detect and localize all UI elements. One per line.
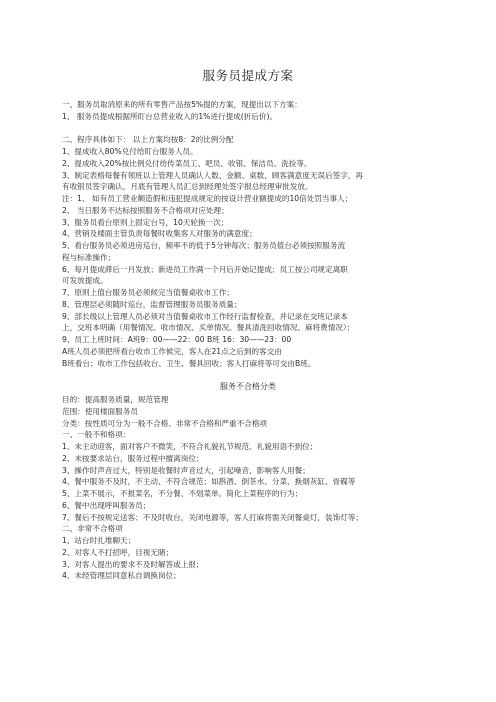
text-line: 注：1、 如有员工营业额造假和违犯提成规定的按设计营业额提成的10倍处罚当事人； [62, 194, 353, 203]
text-line: 程与标准操作； [62, 252, 116, 262]
text-line: 2、提成收入20%按比例兑付给传菜员工、吧员、收银、保洁员、洗捡等。 [62, 158, 312, 168]
text-line: 范围：使用楼面服务员 [62, 406, 138, 416]
text-line: 2、未按要求站台，服务过程中擅离岗位； [62, 453, 204, 463]
text-line: 二、非常不合格项 [62, 524, 123, 534]
text-line: 目的：提高服务质量，规范管理 [62, 395, 169, 404]
text-line: 4、营销及楼面主管负责每餐时收集客人对服务的满意度； [62, 229, 257, 239]
text-line: 4、餐中服务不及时，不主动、不符合规范；如斟酒、倒茶水、分菜、换烟灰缸、骨碟等 [62, 477, 356, 487]
text-line: 4、未经管理层同意私自调换岗位； [62, 571, 181, 581]
text-line: 7、餐后不按规定送客；不及时收台，关闭电源等，客人打麻将需关闭餐桌灯，装饰灯等； [62, 512, 363, 522]
text-line: 3、服务员看台原则上固定台号，10天轮换一次； [62, 217, 229, 227]
text-line: A班人员必须把所看台收市工作候完，客人在21点之后到的客交由 [62, 346, 282, 356]
text-line: 6、餐中出现呼叫服务员； [62, 500, 151, 510]
text-line: 5、上菜不展示，不报菜名，不分餐、不划菜单。简化上菜程序的行为； [62, 489, 303, 498]
text-line: 5、看台服务员必须进房巡台，频率不的低于5分钟每次；服务员值台必须按照服务流 [62, 241, 346, 250]
text-line: 1、 服务员提成根据所盯台总营业收入的1%进行提成(折后价)。 [62, 111, 278, 121]
text-line: 有收银员签字确认，月底有管理人员汇总到经理处签字报总经理审批发放。 [62, 182, 313, 192]
text-line: 分类：按性质可分为一般不合格、非常不合格和严重不合格项 [62, 418, 268, 428]
text-line: B班看台；收市工作包括收台、卫生、餐具回收；客人打麻将等可交由B班。 [62, 358, 316, 368]
text-line: 1、未主动迎客，面对客户不微笑，不符合礼貌礼节规范、礼貌用语不到位； [62, 442, 318, 451]
text-line: 9、员工上班时间：A班9：00——22：00 B班 16：30——23：00 [62, 335, 292, 344]
text-line: 一、一般不和格项： [62, 430, 131, 440]
text-line: 6、每月提成滞后一月发放；新进员工作满一个月后开始记提成；员工按公司规定离职 [62, 264, 348, 274]
text-line: 8、管理层必须随时巡台，监督管理服务员服务质量； [62, 299, 242, 309]
text-line: 3、对客人提出的要求不及时解答或上报； [62, 559, 204, 569]
text-line: 1、站台时扎堆聊天； [62, 536, 136, 545]
text-line: 3、制定表格每餐有领班以上管理人员确认人数、金额、桌数、顾客满意度无误后签字，再 [62, 170, 363, 180]
text-line: 3、操作时声音过大，特别是收餐时声音过大，引起噪音，影响客人用餐； [62, 465, 310, 475]
text-line: 1、提成收入80%兑付给盯台服务人员。 [62, 147, 198, 156]
text-line: 2、 当日服务不达标按照服务不合格项对应处理； [62, 205, 229, 215]
doc-title: 服务员提成方案 [202, 68, 294, 83]
text-line: 二、程序具体如下： 以上方案均按8：2的比例分配 [62, 135, 234, 145]
text-line: 7、原则上值台服务员必须候完当值餐桌收市工作； [62, 288, 234, 297]
text-line: 上，交班本明确（用餐情况、收市情况、买单情况、餐具清洗回收情况、麻将费情况）； [62, 323, 355, 333]
text-line: 一、服务员取消原来的所有零售产品按5%提的方案，现提出以下方案： [62, 100, 302, 109]
text-line: 9、部长级以上管理人员必须对当值餐桌收市工作经行监督检查，并记录在交班记录本 [62, 311, 348, 321]
text-line: 2、对客人不打招呼，目视无睹； [62, 547, 174, 557]
section-2-title: 服务不合格分类 [220, 382, 276, 391]
text-line: 可发放提成。 [62, 276, 108, 286]
